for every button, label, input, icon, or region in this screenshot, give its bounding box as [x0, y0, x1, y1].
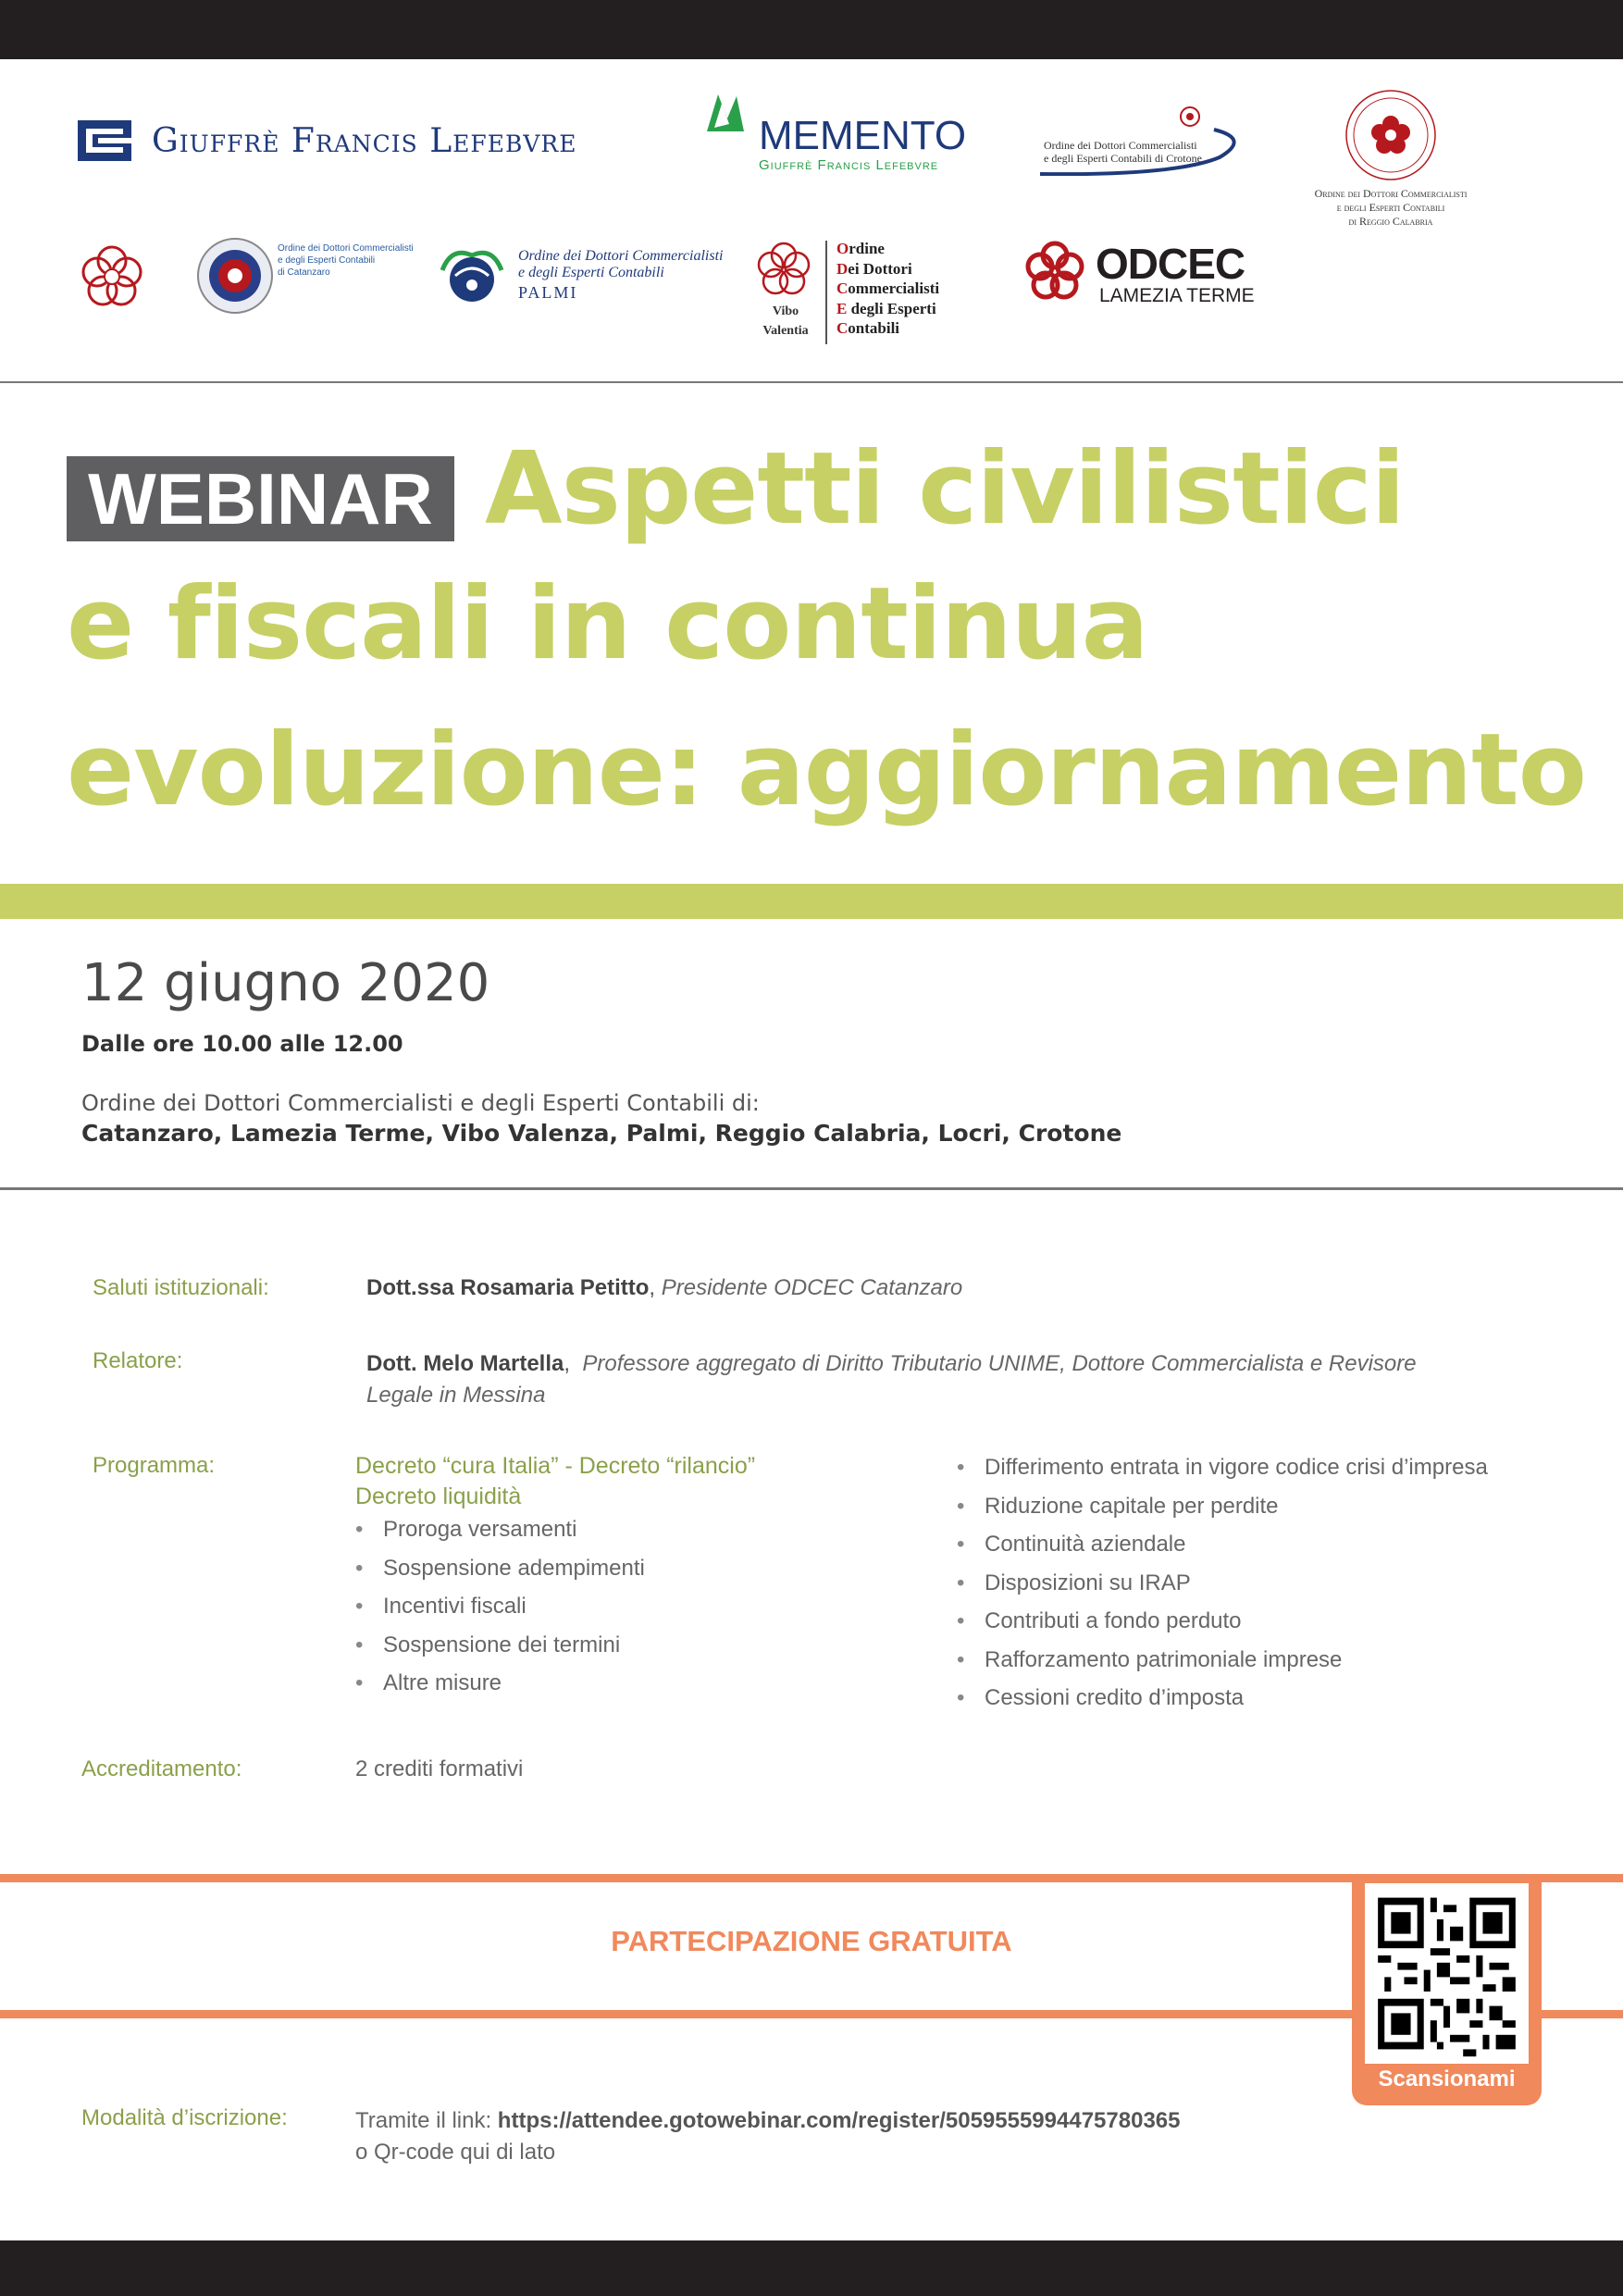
accreditamento-value: 2 crediti formativi: [355, 1756, 524, 1781]
crotone-logo: [1036, 102, 1258, 176]
odcec-sub: LAMEZIA TERME: [1099, 285, 1255, 306]
crotone-line-2: e degli Esperti Contabili di Crotone: [1044, 152, 1202, 165]
palmi-emblem-icon: [439, 242, 505, 305]
vibo-separator: [825, 241, 827, 344]
vibo-city-2: Valentia: [762, 324, 809, 338]
catanzaro-logo: [196, 237, 418, 318]
qr-code[interactable]: [1365, 1883, 1529, 2064]
list-item: • Cessioni credito d’imposta: [957, 1685, 1245, 1710]
odcec-title: ODCEC: [1096, 240, 1245, 288]
reggio-seal-icon: [1294, 89, 1488, 185]
reggio-line-2: e degli Esperti Contabili: [1336, 201, 1445, 214]
relatore-label: Relatore:: [93, 1348, 183, 1373]
saluti-role: Presidente ODCEC Catanzaro: [661, 1275, 963, 1300]
vibo-logo: [751, 237, 973, 348]
memento-sub: Giuffrè Francis Lefebvre: [759, 157, 939, 173]
relatore-text: Dott. Melo Martella, Professore aggregato di Diritto Tributario UNIME, Dottore Commercialista e Revisore Legale in Messina: [366, 1351, 1417, 1408]
odcec-seal-logo: [76, 241, 148, 316]
programma-right: [957, 1448, 1488, 1718]
list-item: • Differimento entrata in vigore codice crisi d’impresa: [957, 1455, 1488, 1480]
list-item: • Altre misure: [355, 1670, 502, 1695]
reggio-line-3: di Reggio Calabria: [1348, 215, 1433, 228]
list-item: • Proroga versamenti: [355, 1517, 577, 1542]
list-item: • Continuità aziendale: [957, 1532, 1186, 1557]
relatore-name: Dott. Melo Martella: [366, 1351, 564, 1376]
title-line-2: e fiscali in continua: [67, 566, 1148, 682]
vibo-acronym: Ordine Dei Dottori Commercialisti E degli Esperti Contabili: [836, 240, 940, 337]
gfl-name: Giuffrè Francis Lefebvre: [152, 121, 577, 160]
iscrizione-link[interactable]: https://attendee.gotowebinar.com/register/5059555994475780365: [497, 2108, 1181, 2133]
event-date: 12 giugno 2020: [81, 953, 490, 1013]
gfl-mark-icon: [78, 120, 131, 161]
top-bar: [0, 0, 1623, 59]
green-band: [0, 884, 1623, 919]
saluti-label: Saluti istituzionali:: [93, 1275, 269, 1300]
title-line-1: Aspetti civilistici: [485, 431, 1405, 547]
reggio-line-1: Ordine dei Dottori Commercialisti: [1314, 187, 1468, 200]
programma-head-1: Decreto “cura Italia” - Decreto “rilancio”: [355, 1453, 756, 1479]
qr-label: Scansionami: [1378, 2066, 1516, 2091]
webinar-tag: WEBINAR: [67, 456, 454, 541]
memento-mark-icon: [701, 91, 761, 150]
giuffre-logo: [78, 120, 576, 161]
list-item: • Sospensione dei termini: [355, 1632, 621, 1657]
memento-title: MEMENTO: [759, 113, 967, 158]
iscrizione-prefix: Tramite il link:: [355, 2108, 498, 2133]
iscrizione-text: [355, 2105, 1180, 2168]
knot-seal-icon: [76, 241, 148, 313]
list-item: • Sospensione adempimenti: [355, 1555, 645, 1581]
catanzaro-seal-icon: [196, 237, 274, 315]
crotone-line-1: Ordine dei Dottori Commercialisti: [1044, 139, 1197, 152]
header-divider: [0, 381, 1623, 383]
event-hours: Dalle ore 10.00 alle 12.00: [81, 1031, 403, 1057]
iscrizione-label: Modalità d’iscrizione:: [81, 2105, 288, 2130]
title-line-3: evoluzione: aggiornamento: [67, 713, 1586, 828]
qr-card[interactable]: [1352, 1874, 1542, 2105]
catanzaro-line-3: di Catanzaro: [278, 267, 330, 278]
iscrizione-line2: o Qr-code qui di lato: [355, 2140, 556, 2165]
qr-code-icon: [1365, 1883, 1529, 2064]
partecipazione-gratuita: PARTECIPAZIONE GRATUITA: [611, 1925, 1012, 1957]
bottom-bar: [0, 2240, 1623, 2296]
palmi-line-1: Ordine dei Dottori Commercialisti: [518, 248, 724, 264]
list-item: • Incentivi fiscali: [355, 1594, 527, 1619]
palmi-logo: [439, 242, 724, 309]
memento-logo: [701, 91, 967, 173]
programma-label: Programma:: [93, 1453, 216, 1478]
reggio-logo: [1294, 89, 1488, 237]
list-item: • Rafforzamento patrimoniale imprese: [957, 1646, 1343, 1672]
programma-head-2: Decreto liquidità: [355, 1483, 522, 1509]
catanzaro-line-1: Ordine dei Dottori Commercialisti: [278, 243, 414, 254]
accreditamento-label: Accreditamento:: [81, 1756, 242, 1781]
vibo-city-1: Vibo: [772, 304, 799, 318]
catanzaro-line-2: e degli Esperti Contabili: [278, 255, 376, 266]
odcec-knot-icon: [1022, 239, 1088, 305]
ordine-list: Catanzaro, Lamezia Terme, Vibo Valenza, Palmi, Reggio Calabria, Locri, Crotone: [81, 1120, 1122, 1147]
saluti-name: Dott.ssa Rosamaria Petitto: [366, 1275, 650, 1300]
relatore-role-2: Legale in Messina: [366, 1383, 546, 1408]
vibo-knot-icon: [751, 237, 816, 302]
ordine-intro: Ordine dei Dottori Commercialisti e degli Esperti Contabili di:: [81, 1090, 760, 1116]
section-divider: [0, 1187, 1623, 1190]
list-item: • Contributi a fondo perduto: [957, 1608, 1242, 1633]
palmi-name: PALMI: [518, 283, 578, 302]
list-item: • Disposizioni su IRAP: [957, 1570, 1191, 1595]
odcec-lamezia-logo: [1022, 239, 1262, 313]
palmi-line-2: e degli Esperti Contabili: [518, 265, 664, 280]
list-item: • Riduzione capitale per perdite: [957, 1493, 1279, 1519]
programma-left: [355, 1451, 755, 1703]
saluti-text: Dott.ssa Rosamaria Petitto, Presidente ODCEC Catanzaro: [366, 1275, 963, 1300]
relatore-role-1: Professore aggregato di Diritto Tributario UNIME, Dottore Commercialista e Revisore: [582, 1351, 1417, 1376]
